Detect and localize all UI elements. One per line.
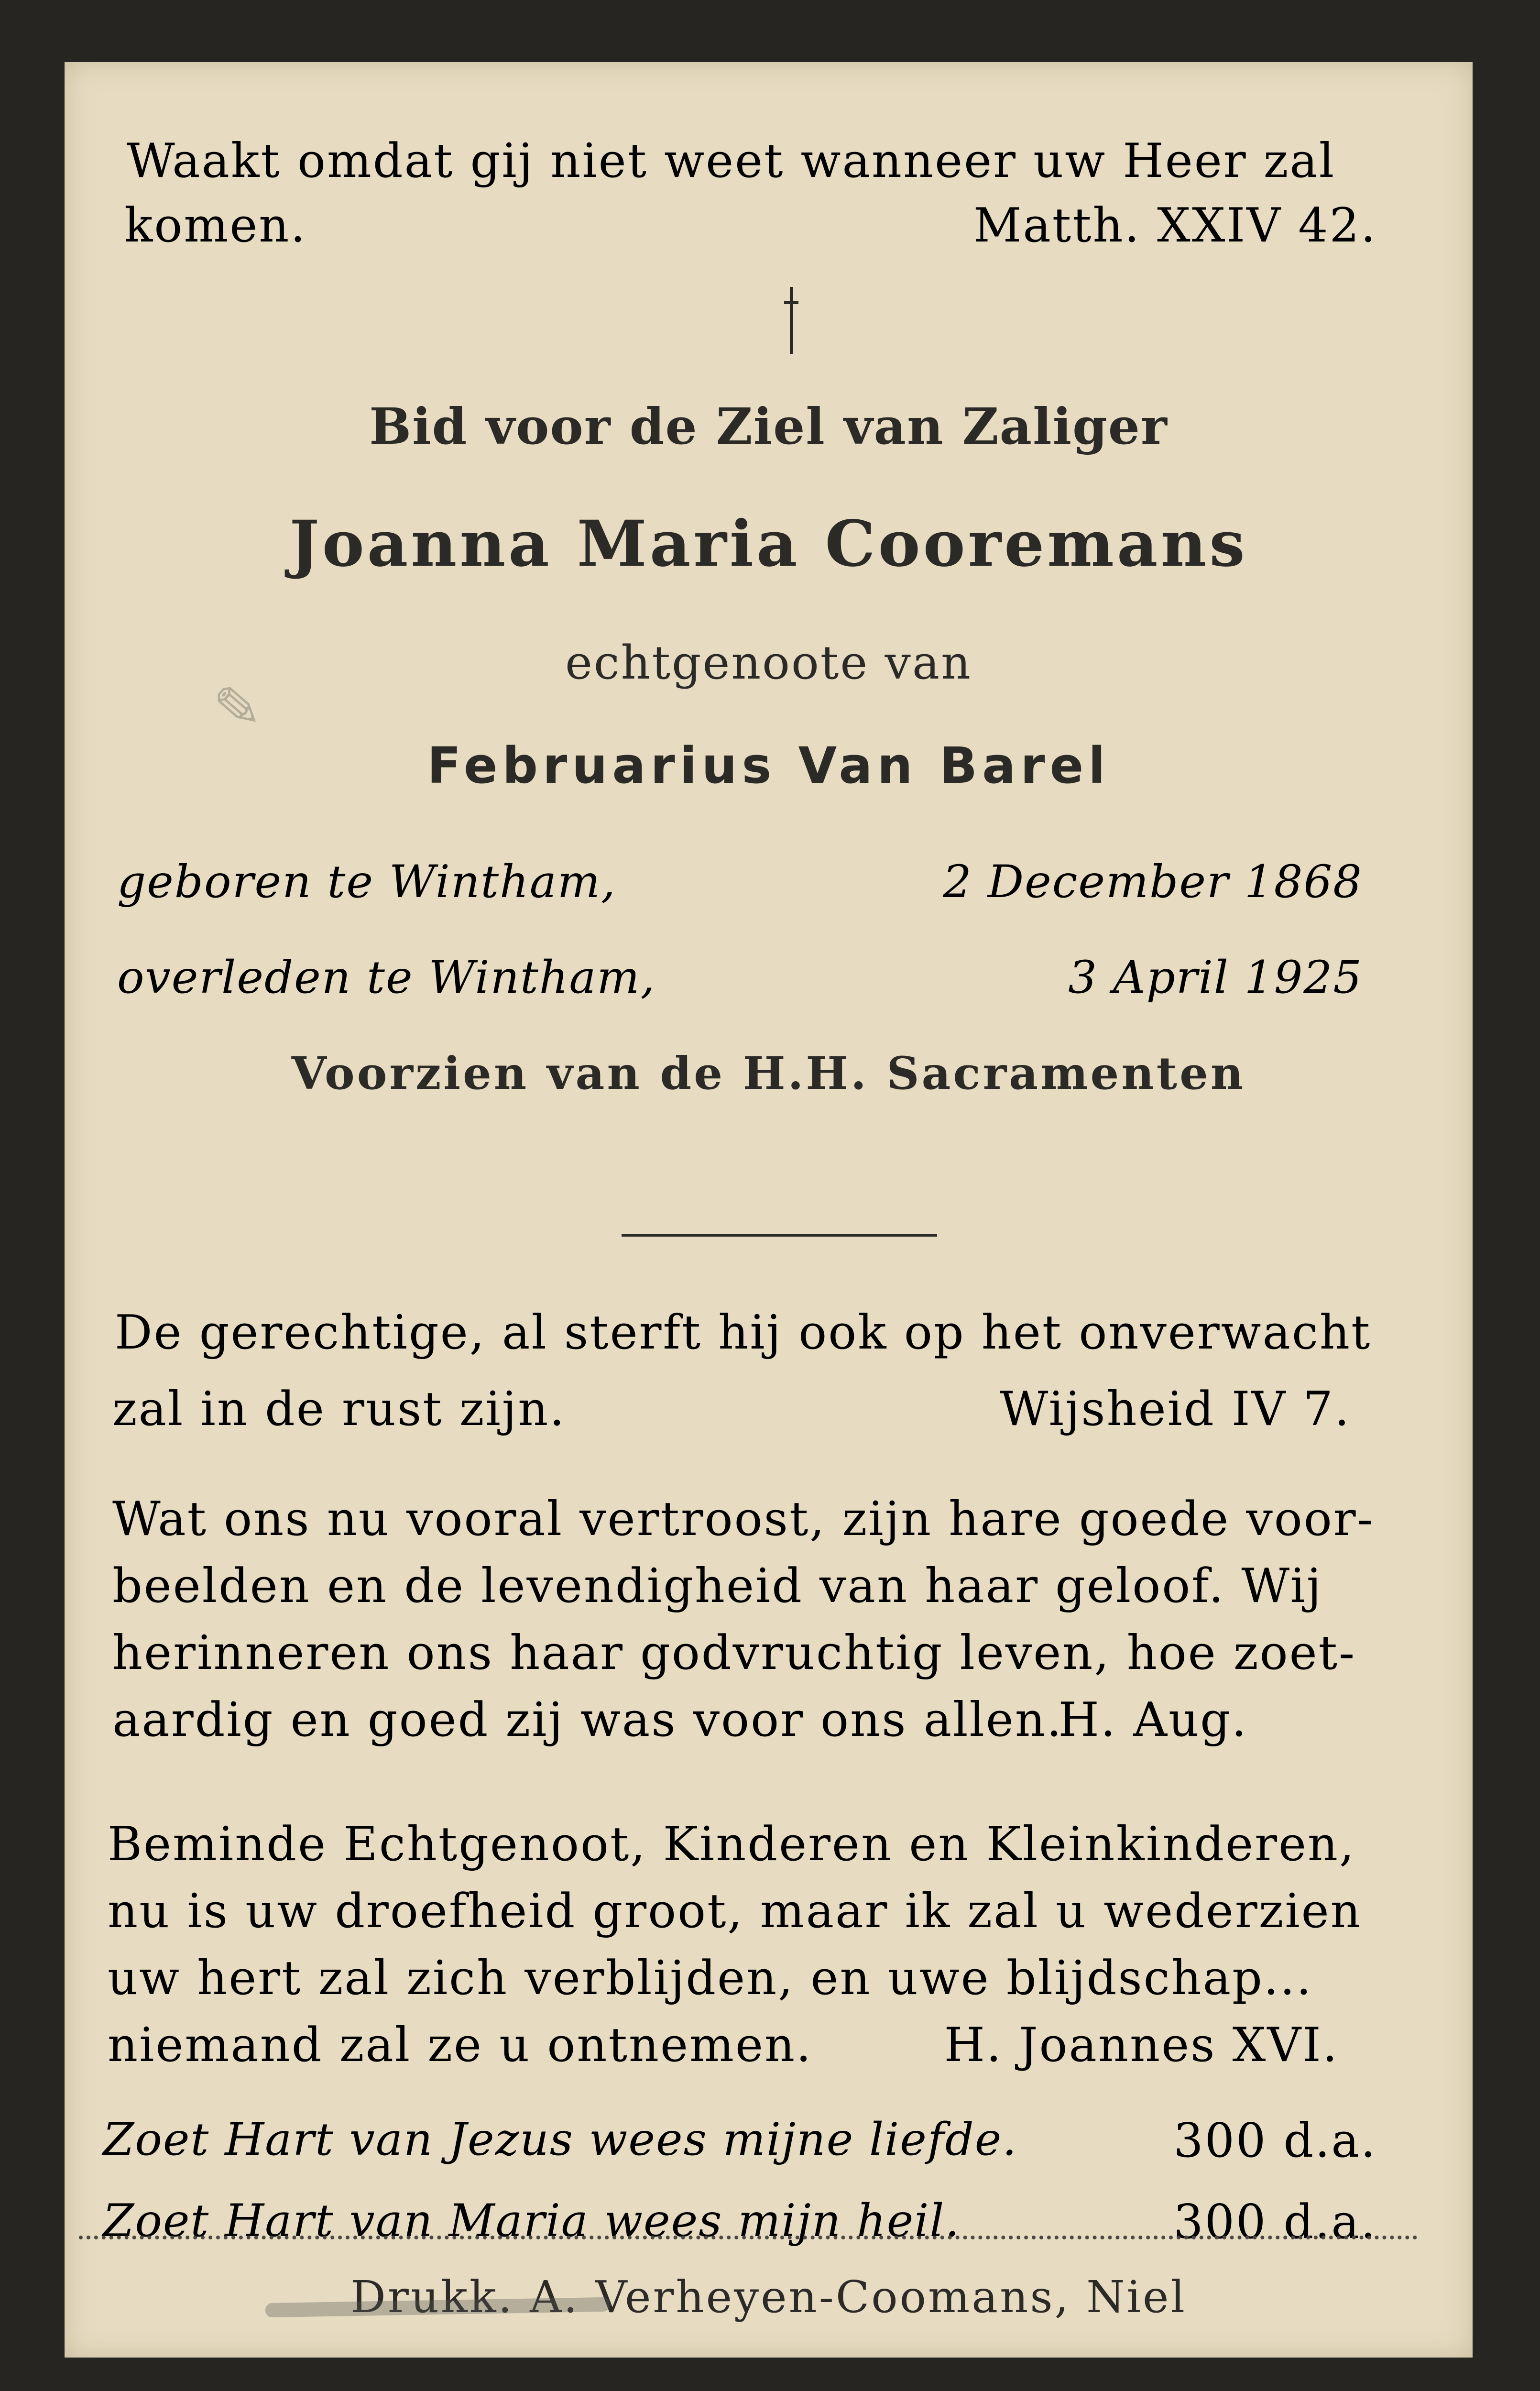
- verse3-reference: H. Aug.: [1058, 1693, 1248, 1747]
- spouse-intro: echtgenoote van: [565, 636, 972, 690]
- prayer-2-indulgence: 300 d.a.: [1173, 2195, 1377, 2249]
- verse3-line4: aardig en goed zij was voor ons allen.: [112, 1693, 1063, 1747]
- verse4-reference: H. Joannes XVI.: [944, 2018, 1339, 2073]
- verse4-line4: niemand zal ze u ontnemen.: [108, 2018, 813, 2073]
- printer-credit: Drukk. A. Verheyen-Coomans, Niel: [350, 2271, 1187, 2323]
- sacraments-line: Voorzien van de H.H. Sacramenten: [291, 1047, 1246, 1100]
- divider-rule: [622, 1234, 937, 1237]
- cross-icon: [784, 287, 798, 354]
- verse3-line2: beelden en de levendigheid van haar geloof. Wij: [112, 1559, 1323, 1613]
- card-paper: [65, 62, 1473, 2358]
- birth-label: geboren te Wintham,: [117, 856, 616, 908]
- dotted-divider: [79, 2236, 1418, 2239]
- pencil-mark: ✎: [211, 673, 264, 743]
- verse3-line1: Wat ons nu vooral vertroost, zijn hare goede voor-: [112, 1492, 1375, 1546]
- birth-date: 2 December 1868: [943, 856, 1363, 908]
- verse2-line2: zal in de rust zijn.: [112, 1382, 566, 1437]
- prayer-intro: Bid voor de Ziel van Zaliger: [369, 397, 1168, 456]
- spouse-name: Februarius Van Barel: [427, 736, 1110, 795]
- verse4-line3: uw hert zal zich verblijden, en uwe blijdschap...: [108, 1951, 1313, 2006]
- top-verse-reference: Matth. XXIV 42.: [973, 198, 1377, 253]
- deceased-name: Joanna Maria Cooremans: [289, 507, 1248, 581]
- prayer-1-text: Zoet Hart van Jezus wees mijne liefde.: [103, 2114, 1018, 2166]
- prayer-1-indulgence: 300 d.a.: [1173, 2114, 1377, 2168]
- death-label: overleden te Wintham,: [117, 952, 656, 1004]
- prayer-2-text: Zoet Hart van Maria wees mijn heil.: [103, 2195, 961, 2247]
- top-verse-line1: Waakt omdat gij niet weet wanneer uw Heer zal: [127, 134, 1336, 188]
- verse2-reference: Wijsheid IV 7.: [1000, 1382, 1351, 1437]
- verse4-line2: nu is uw droefheid groot, maar ik zal u wederzien: [108, 1884, 1362, 1939]
- top-verse-line2: komen.: [124, 198, 307, 253]
- verse3-line3: herinneren ons haar godvruchtig leven, hoe zoet-: [112, 1626, 1356, 1680]
- verse4-line1: Beminde Echtgenoot, Kinderen en Kleinkinderen,: [108, 1817, 1356, 1872]
- verse2-line1: De gerechtige, al sterft hij ook op het onverwacht: [115, 1305, 1372, 1360]
- death-date: 3 April 1925: [1068, 952, 1363, 1004]
